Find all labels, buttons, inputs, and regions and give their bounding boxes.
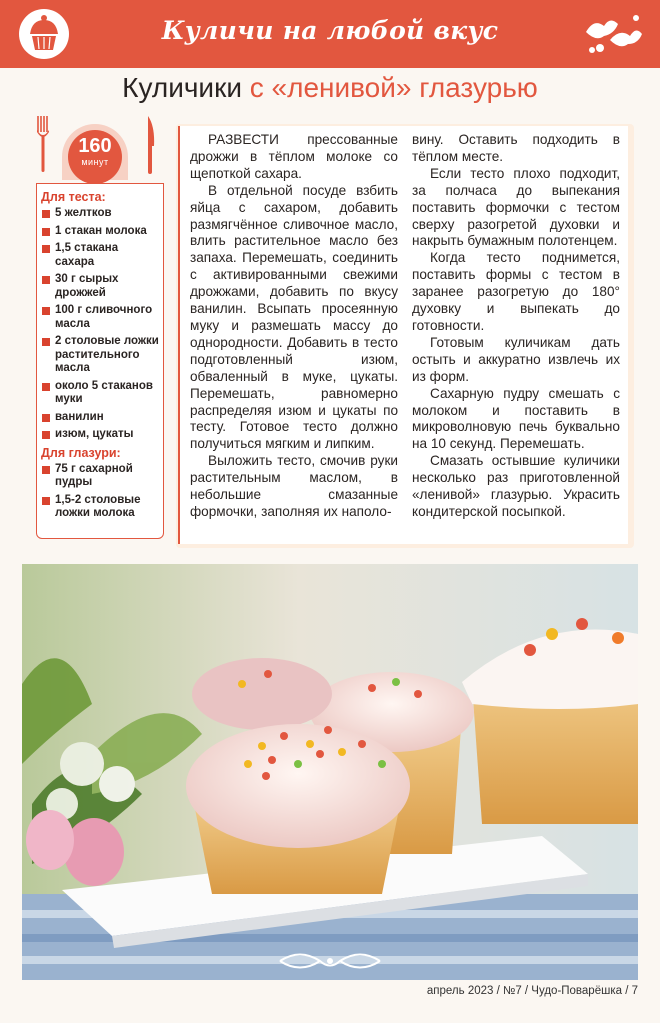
- ingredient-text: 2 столовые ложки растительного масла: [55, 335, 159, 374]
- ingredient-item: [41, 380, 159, 407]
- instruction-paragraph: Смазать остывшие куличики несколько раз приготовленной «ленивой» глазурью. Украсить кондитерской посыпкой.: [412, 453, 620, 519]
- cooking-time-unit: минут: [81, 157, 109, 167]
- instruction-paragraph: Сахарную пудру смешать с молоком и поставить в микроволновую печь буквально на 10 секунд. Перемешать.: [412, 385, 620, 452]
- instruction-paragraph: Готовым куличикам дать остыть и аккуратно извлечь их из форм.: [412, 334, 620, 384]
- ingredient-text: ванилин: [55, 410, 104, 423]
- header-bar: [0, 0, 660, 68]
- ingredient-item: [41, 273, 159, 300]
- ingredient-item: [41, 207, 159, 221]
- section-title: Куличи на любой вкус: [161, 16, 499, 45]
- instruction-paragraph: вину. Оставить подходить в тёплом месте.: [412, 132, 620, 164]
- page-footer: апрель 2023 / №7 / Чудо-Поварёшка / 7: [426, 985, 638, 997]
- ingredient-item: [41, 411, 159, 425]
- ingredient-text: 100 г сливочного масла: [55, 304, 153, 330]
- ingredient-item: [41, 335, 159, 376]
- bullet-icon: [42, 383, 50, 391]
- ingredient-text: 1,5 стакана сахара: [55, 242, 119, 268]
- ingredient-item: [41, 304, 159, 331]
- bullet-icon: [42, 431, 50, 439]
- ingredient-text: около 5 стаканов муки: [55, 379, 153, 405]
- ingredient-item: [41, 242, 159, 269]
- bullet-icon: [42, 210, 50, 218]
- instruction-paragraph: Когда тесто поднимется, поставить формы с тестом в заранее разогретую до 180° духовку и выпекать до готовности.: [412, 250, 620, 333]
- instruction-paragraph: РАЗВЕСТИ прессованные дрожжи в тёплом молоке со щепоткой сахара.: [190, 132, 398, 181]
- instruction-paragraph: Выложить тесто, смочив руки растительным маслом, в небольшие смазанные формочки, заполняя их наполо-: [190, 453, 398, 519]
- fork-icon: [36, 116, 50, 172]
- ingredients-box: [36, 183, 164, 539]
- instructions-column-1: [190, 132, 398, 521]
- birds-ornament-icon: [580, 10, 646, 56]
- bullet-icon: [42, 245, 50, 253]
- recipe-title-main: Куличики: [122, 72, 250, 103]
- cooking-time-value: 160: [78, 135, 112, 157]
- recipe-photo: [22, 564, 638, 980]
- instructions-column-2: [412, 132, 620, 521]
- glaze-heading: Для глазури:: [41, 445, 121, 460]
- ingredient-text: 5 желтков: [55, 207, 112, 219]
- ingredient-text: изюм, цукаты: [55, 428, 134, 440]
- ingredient-item: [41, 428, 159, 442]
- recipe-title: [0, 72, 660, 104]
- bullet-icon: [42, 497, 50, 505]
- knife-icon: [144, 116, 156, 174]
- bullet-icon: [42, 228, 50, 236]
- recipe-title-accent: с «ленивой» глазурью: [249, 72, 538, 103]
- ingredient-item: [41, 225, 159, 239]
- ingredient-item: [41, 494, 159, 521]
- decorative-ornament: [270, 946, 390, 976]
- ingredient-item: [41, 463, 159, 490]
- dough-heading: Для теста:: [41, 190, 106, 204]
- bullet-icon: [42, 307, 50, 315]
- bullet-icon: [42, 276, 50, 284]
- bullet-icon: [42, 466, 50, 474]
- instruction-paragraph: Если тесто плохо подходит, за полчаса до выпекания поставить формочки с тестом сверху разогретой духовки и накрыть бумажным полотенцем.: [412, 165, 620, 249]
- ingredient-text: 75 г сахарной пудры: [55, 462, 133, 488]
- instruction-paragraph: В отдельной посуде взбить яйца с сахаром, добавить размягчённое сливочное масло, влить растительное масло без запаха. Перемешать, соединить с активированными свежими дрожжами, добавить по вкусу ванилин. Всыпать просеянную муку и размешать массу до однородности. Добавить в тесто подготовленный изюм, обваленный в муке, цукаты. Перемешать, равномерно распределяя изюм и цукаты по тесту. Готовое тесто должно получиться мягким и липким.: [190, 182, 398, 452]
- ingredient-text: 30 г сырых дрожжей: [55, 273, 119, 299]
- ingredient-text: 1,5-2 столовые ложки молока: [55, 493, 141, 519]
- bullet-icon: [42, 414, 50, 422]
- cooking-time-badge: [68, 130, 122, 184]
- bullet-icon: [42, 338, 50, 346]
- instructions-box: [178, 126, 628, 544]
- ingredient-text: 1 стакан молока: [55, 224, 147, 237]
